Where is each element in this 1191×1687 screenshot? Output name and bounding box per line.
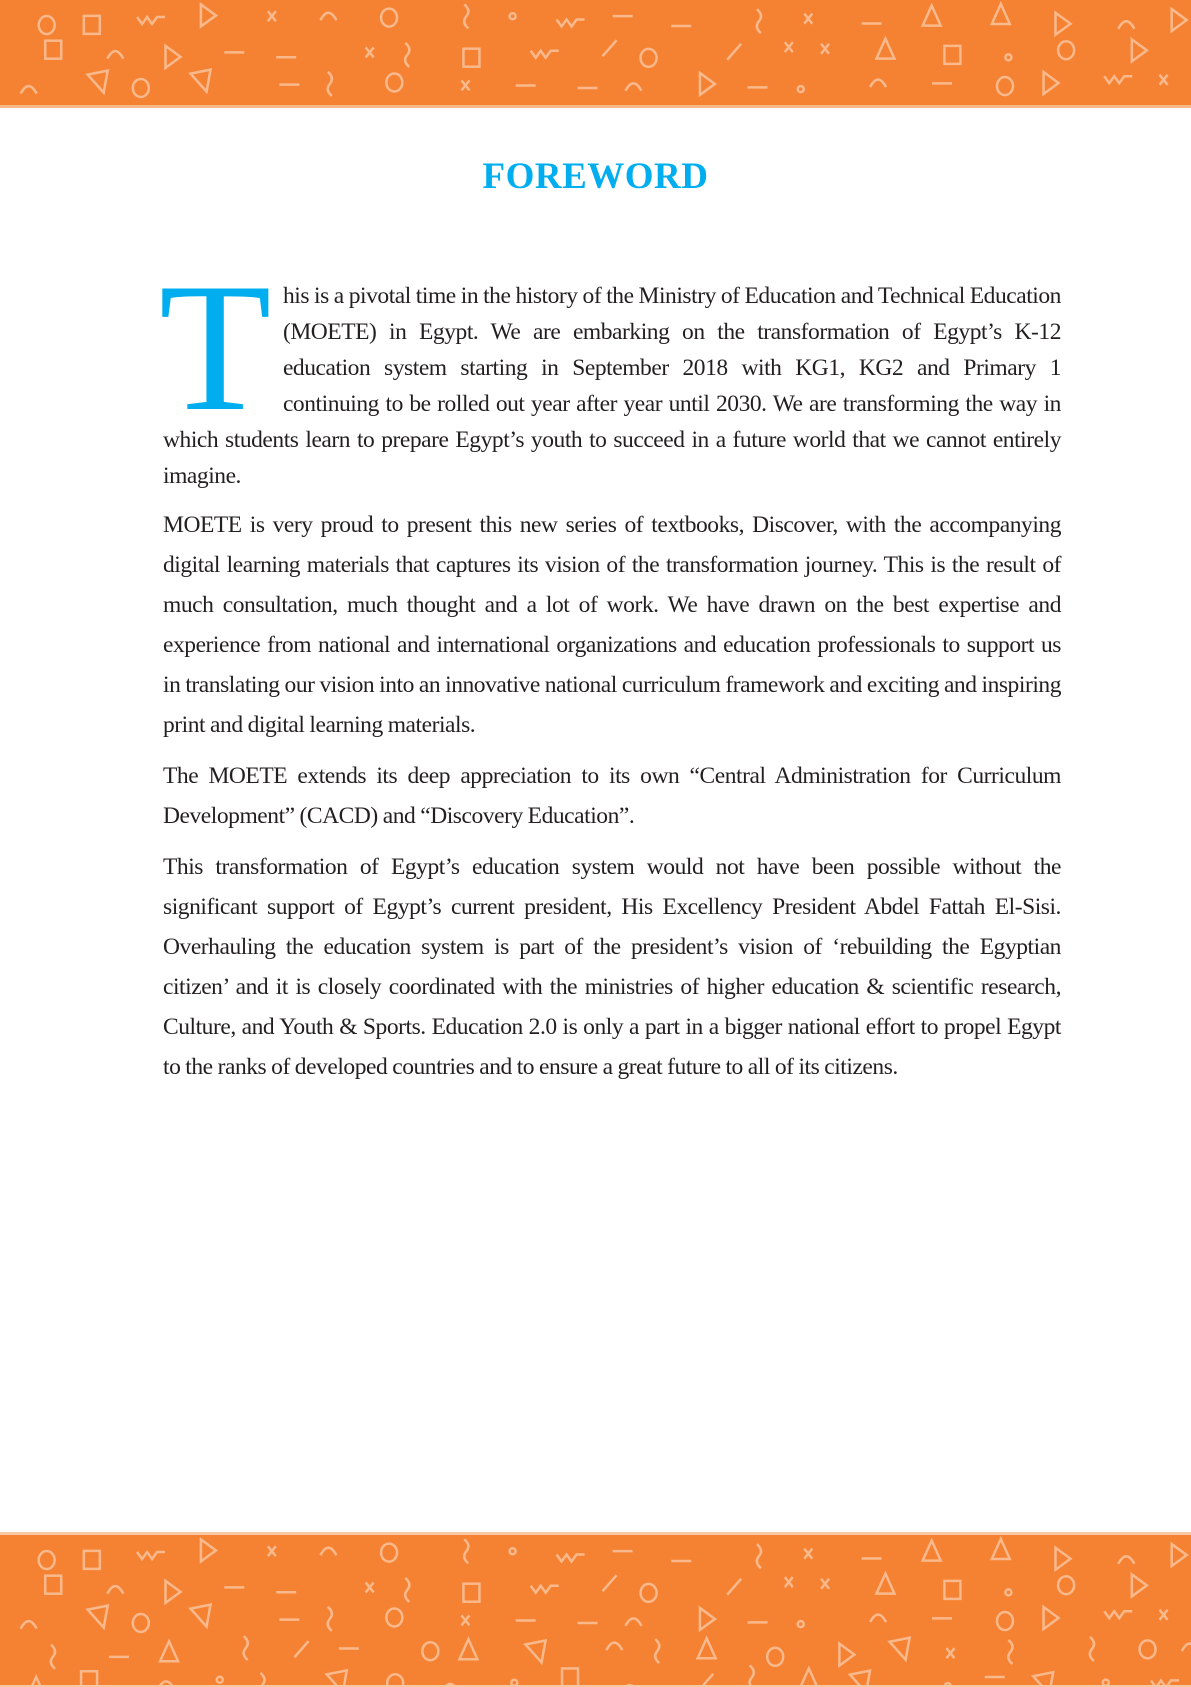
doodle-square-icon — [84, 16, 100, 34]
doodle-x-icon — [785, 42, 793, 52]
doodle-dot-icon — [798, 1621, 804, 1627]
doodle-square-icon — [562, 1668, 578, 1685]
doodle-square-icon — [84, 1551, 100, 1569]
doodle-squig-icon — [405, 43, 409, 67]
doodle-x-icon — [1160, 1610, 1168, 1620]
doodle-slash-icon — [699, 1674, 713, 1685]
doodle-dot-icon — [510, 1548, 516, 1554]
doodle-circle-icon — [641, 49, 657, 67]
doodle-slash-icon — [727, 44, 741, 60]
doodle-square-icon — [45, 41, 61, 59]
doodle-tri2-icon — [526, 1641, 546, 1663]
doodle-wave-icon — [137, 17, 165, 24]
paragraph-text: his is a pivotal time in the history of the Ministry of Education and Technical Education (MOETE) in Egypt. We are embarking on the transformation of Egypt’s K-12 education system starting in September 2018 with KG1, KG2 and Primary 1 continuing to be rolled out year after year until 2030. We are transforming the way in which students learn to prepare Egypt’s youth to succeed in a future world that we cannot entirely imagine. — [163, 283, 1061, 489]
page-title: FOREWORD — [0, 155, 1191, 198]
doodle-tri2-icon — [88, 71, 108, 93]
doodle-circle-icon — [1058, 1576, 1074, 1594]
doodle-tri-icon — [876, 39, 894, 59]
doodle-arc-icon — [107, 51, 123, 59]
doodle-arc-icon — [21, 86, 37, 94]
decorative-footer-band — [0, 1532, 1191, 1687]
doodle-circle-icon — [641, 1584, 657, 1602]
doodle-play-icon — [1044, 1607, 1059, 1629]
doodle-square-icon — [944, 46, 960, 64]
doodle-play-icon — [1132, 39, 1147, 61]
doodle-play-icon — [201, 1539, 216, 1561]
doodle-slash-icon — [603, 40, 617, 56]
paragraph-textbooks: MOETE is very proud to present this new series of textbooks, Discover, with the accompanying digital learning materials that captures its vision of the transformation journey. This is the result of much consultation, much thought and a lot of work. We have drawn on the best expertise and experience from national and international organizations and education professionals to support us in translating our vision into an innovative national curriculum framework and exciting and inspiring print and digital learning materials. — [163, 505, 1061, 745]
doodle-tri2-icon — [1033, 1672, 1053, 1685]
doodle-x-icon — [821, 1579, 829, 1589]
doodle-pattern-icon — [0, 1535, 1191, 1685]
doodle-x-icon — [268, 11, 276, 21]
doodle-dot-icon — [217, 1677, 223, 1683]
doodle-dot-icon — [1103, 1680, 1109, 1685]
doodle-squig-icon — [464, 1539, 468, 1563]
paragraph-intro — [163, 278, 1061, 494]
doodle-x-icon — [366, 47, 374, 57]
doodle-circle-icon — [1058, 41, 1074, 59]
decorative-header-band — [0, 0, 1191, 108]
doodle-squig-icon — [655, 1639, 659, 1663]
doodle-square-icon — [463, 1584, 479, 1602]
doodle-play-icon — [839, 1644, 854, 1666]
doodle-tri2-icon — [191, 1605, 211, 1627]
doodle-play-icon — [166, 1581, 181, 1603]
doodle-wave-icon — [557, 20, 585, 27]
doodle-squig-icon — [750, 1665, 754, 1685]
doodle-wave-icon — [1151, 1680, 1179, 1685]
doodle-arc-icon — [320, 1548, 336, 1556]
doodle-tri2-icon — [890, 1638, 910, 1660]
doodle-square-icon — [463, 49, 479, 67]
doodle-x-icon — [268, 1546, 276, 1556]
doodle-arc-icon — [870, 80, 886, 88]
doodle-x-icon — [946, 1648, 954, 1658]
doodle-wave-icon — [531, 51, 559, 58]
doodle-arc-icon — [1182, 1644, 1191, 1652]
doodle-tri2-icon — [88, 1606, 108, 1628]
doodle-wave-icon — [1104, 76, 1132, 83]
doodle-squig-icon — [328, 1607, 332, 1631]
doodle-squig-icon — [51, 1645, 55, 1669]
doodle-tri-icon — [800, 1668, 818, 1685]
doodle-play-icon — [1055, 1548, 1070, 1570]
doodle-circle-icon — [133, 1614, 149, 1632]
doodle-arc-icon — [320, 13, 336, 21]
doodle-squig-icon — [244, 1636, 248, 1660]
doodle-squig-icon — [1008, 1640, 1012, 1664]
doodle-play-icon — [1172, 1544, 1187, 1566]
doodle-dot-icon — [1005, 54, 1011, 60]
doodle-squig-icon — [757, 9, 761, 33]
doodle-arc-icon — [870, 1615, 886, 1623]
doodle-squig-icon — [260, 1673, 264, 1685]
doodle-x-icon — [461, 1615, 469, 1625]
doodle-tri2-icon — [327, 1670, 347, 1685]
doodle-square-icon — [45, 1576, 61, 1594]
doodle-arc-icon — [1118, 21, 1134, 29]
doodle-slash-icon — [294, 1641, 308, 1657]
doodle-tri2-icon — [191, 70, 211, 92]
doodle-tri-icon — [923, 1541, 941, 1561]
doodle-arc-icon — [606, 1643, 622, 1651]
paragraph-appreciation: The MOETE extends its deep appreciation to its own “Central Administration for Curriculum Development” (CACD) and “Discovery Education”. — [163, 756, 1061, 836]
doodle-x-icon — [804, 1549, 812, 1559]
doodle-play-icon — [700, 73, 715, 95]
doodle-tri-icon — [459, 1639, 477, 1659]
doodle-squig-icon — [328, 72, 332, 96]
doodle-dot-icon — [1005, 1589, 1011, 1595]
doodle-circle-icon — [386, 1608, 402, 1626]
doodle-wave-icon — [531, 1586, 559, 1593]
foreword-body — [163, 278, 1061, 1098]
doodle-slash-icon — [727, 1579, 741, 1595]
doodle-tri-icon — [876, 1574, 894, 1594]
doodle-arc-icon — [1118, 1556, 1134, 1564]
doodle-slash-icon — [603, 1575, 617, 1591]
doodle-circle-icon — [387, 1674, 403, 1685]
doodle-circle-icon — [997, 77, 1013, 95]
doodle-play-icon — [700, 1608, 715, 1630]
doodle-squig-icon — [757, 1544, 761, 1568]
doodle-x-icon — [1160, 75, 1168, 85]
doodle-play-icon — [166, 46, 181, 68]
doodle-squig-icon — [405, 1578, 409, 1602]
doodle-play-icon — [201, 4, 216, 26]
doodle-x-icon — [821, 44, 829, 54]
doodle-circle-icon — [39, 1551, 55, 1569]
doodle-x-icon — [785, 1577, 793, 1587]
doodle-wave-icon — [137, 1552, 165, 1559]
doodle-x-icon — [804, 14, 812, 24]
doodle-circle-icon — [381, 1544, 397, 1562]
doodle-arc-icon — [158, 1681, 174, 1685]
doodle-play-icon — [1172, 9, 1187, 31]
doodle-pattern-icon — [0, 0, 1191, 105]
doodle-circle-icon — [767, 1648, 783, 1666]
doodle-squig-icon — [1090, 1637, 1094, 1661]
doodle-wave-icon — [557, 1555, 585, 1562]
doodle-squig-icon — [464, 4, 468, 28]
doodle-tri-icon — [698, 1638, 716, 1658]
doodle-tri-icon — [160, 1641, 178, 1661]
doodle-play-icon — [1044, 72, 1059, 94]
doodle-dot-icon — [511, 1680, 517, 1685]
doodle-circle-icon — [39, 16, 55, 34]
doodle-dot-icon — [510, 13, 516, 19]
doodle-play-icon — [1055, 13, 1070, 35]
drop-cap: T — [159, 282, 271, 414]
doodle-tri-icon — [992, 1539, 1010, 1559]
doodle-arc-icon — [107, 1586, 123, 1594]
doodle-arc-icon — [21, 1621, 37, 1629]
doodle-dot-icon — [798, 86, 804, 92]
doodle-square-icon — [944, 1581, 960, 1599]
doodle-circle-icon — [422, 1642, 438, 1660]
paragraph-transformation: This transformation of Egypt’s education system would not have been possible without the significant support of Egypt’s current president, His Excellency President Abdel Fattah El-Sisi. Overhauling the education system is part of the president’s vision of ‘rebuilding the Egyptian citizen’ and it is closely coordinated with the ministries of higher education & scientific research, Culture, and Youth & Sports. Education 2.0 is only a part in a bigger national effort to propel Egypt to the ranks of developed countries and to ensure a great future to all of its citizens. — [163, 847, 1061, 1087]
doodle-tri-icon — [992, 4, 1010, 24]
doodle-tri-icon — [923, 6, 941, 26]
doodle-circle-icon — [997, 1612, 1013, 1630]
doodle-circle-icon — [386, 73, 402, 91]
doodle-arc-icon — [625, 83, 641, 91]
doodle-dot-icon — [945, 1683, 951, 1685]
doodle-square-icon — [81, 1671, 97, 1685]
doodle-x-icon — [366, 1582, 374, 1592]
doodle-arc-icon — [625, 1618, 641, 1626]
doodle-circle-icon — [381, 9, 397, 27]
doodle-x-icon — [461, 80, 469, 90]
doodle-circle-icon — [133, 79, 149, 97]
doodle-play-icon — [1132, 1574, 1147, 1596]
doodle-tri2-icon — [850, 1671, 870, 1685]
doodle-circle-icon — [1140, 1640, 1156, 1658]
doodle-wave-icon — [1104, 1611, 1132, 1618]
